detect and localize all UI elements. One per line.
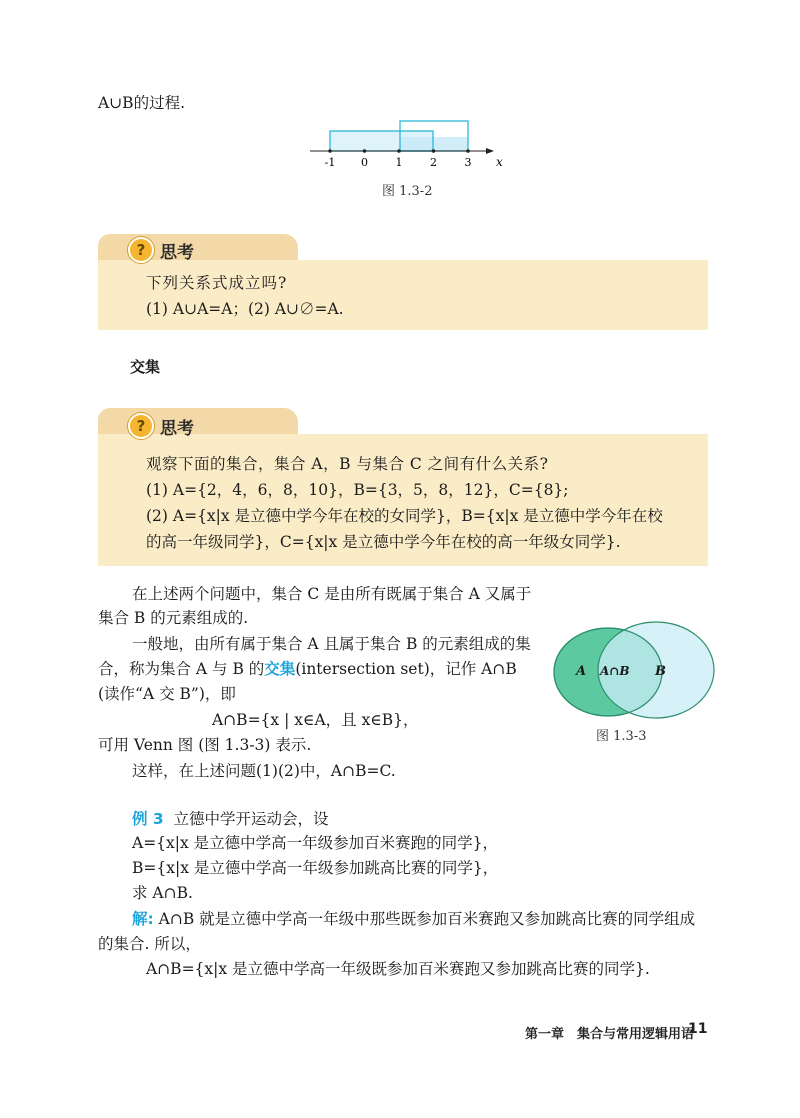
body-p1-line-1: 在上述两个问题中，集合 C 是由所有既属于集合 A 又属于 [132, 585, 532, 603]
chapter-footer: 第一章 集合与常用逻辑用语 [525, 1027, 695, 1042]
question-icon: ? [128, 413, 154, 439]
question-icon: ? [128, 237, 154, 263]
venn-label-intersection: A∩B [600, 664, 630, 678]
think-title-1: 思考 [160, 243, 194, 263]
example-label: 例 3 [132, 810, 164, 828]
figure-caption-1-3-2: 图 1.3-2 [382, 184, 433, 199]
tick-mark [397, 149, 401, 153]
solution-text: A∩B 就是立德中学高一年级中那些既参加百米赛跑又参加跳高比赛的同学组成 [158, 910, 696, 928]
page-number: 11 [688, 1021, 708, 1037]
think2-line-1: 观察下面的集合，集合 A，B 与集合 C 之间有什么关系? [146, 455, 549, 473]
think2-line-3: (2) A={x|x 是立德中学今年在校的女同学}，B={x|x 是立德中学今年在校 [146, 507, 663, 525]
body-p2-line-3: (读作“A 交 B”)，即 [98, 685, 236, 703]
tick-label: 1 [395, 156, 403, 169]
body-p2-line-1: 一般地，由所有属于集合 A 且属于集合 B 的元素组成的集 [132, 635, 531, 653]
think1-line-1: 下列关系式成立吗? [146, 274, 288, 292]
intro-line: A∪B的过程. [98, 94, 185, 112]
intersection-formula: A∩B={x | x∈A，且 x∈B}， [212, 711, 419, 729]
body-p1-line-2: 集合 B 的元素组成的. [98, 609, 249, 627]
example-line-1 [132, 808, 329, 830]
body-p2-line-5: 可用 Venn 图 (图 1.3-3) 表示. [98, 736, 312, 754]
venn-label-b: B [655, 664, 666, 679]
tick-mark [328, 149, 332, 153]
example-line-4: 求 A∩B. [132, 884, 193, 902]
solution-line-1 [132, 908, 695, 930]
union-shading-b [400, 137, 468, 151]
number-line-figure [300, 120, 510, 176]
tick-mark [466, 149, 470, 153]
body-p3: 这样，在上述问题(1)(2)中，A∩B=C. [132, 762, 396, 780]
definition-text: 合，称为集合 A 与 B 的 [98, 660, 265, 678]
section-heading: 交集 [130, 358, 161, 376]
solution-formula: A∩B={x|x 是立德中学高一年级既参加百米赛跑又参加跳高比赛的同学}. [146, 960, 650, 978]
think2-line-4: 的高一年级同学}，C={x|x 是立德中学今年在校的高一年级女同学}. [146, 533, 621, 551]
think1-line-2: (1) A∪A=A；(2) A∪∅=A. [146, 300, 344, 318]
tick-mark [432, 149, 436, 153]
example-line-2: A={x|x 是立德中学高一年级参加百米赛跑的同学}， [132, 834, 499, 852]
solution-label: 解: [132, 910, 154, 928]
tick-label: 0 [361, 156, 368, 169]
venn-label-a: A [576, 664, 587, 679]
tick-label: 2 [430, 156, 437, 169]
axis-variable-label: x [496, 155, 503, 169]
venn-diagram [540, 612, 720, 720]
intersection-term: 交集 [264, 660, 296, 678]
example-line-3: B={x|x 是立德中学高一年级参加跳高比赛的同学}， [132, 859, 499, 877]
tick-label: 3 [464, 156, 472, 169]
figure-caption-1-3-3: 图 1.3-3 [596, 729, 647, 744]
tick-mark [363, 149, 367, 153]
think2-line-2: (1) A={2，4，6，8，10}，B={3，5，8，12}，C={8}; [146, 481, 569, 499]
think-title-2: 思考 [160, 419, 194, 439]
example-intro: 立德中学开运动会，设 [173, 810, 329, 828]
tick-label: -1 [324, 156, 336, 169]
axis-arrow [486, 148, 494, 154]
solution-line-2: 的集合. 所以， [98, 935, 201, 953]
body-p2-line-2 [98, 658, 517, 680]
definition-english: (intersection set)，记作 A∩B [295, 660, 517, 678]
